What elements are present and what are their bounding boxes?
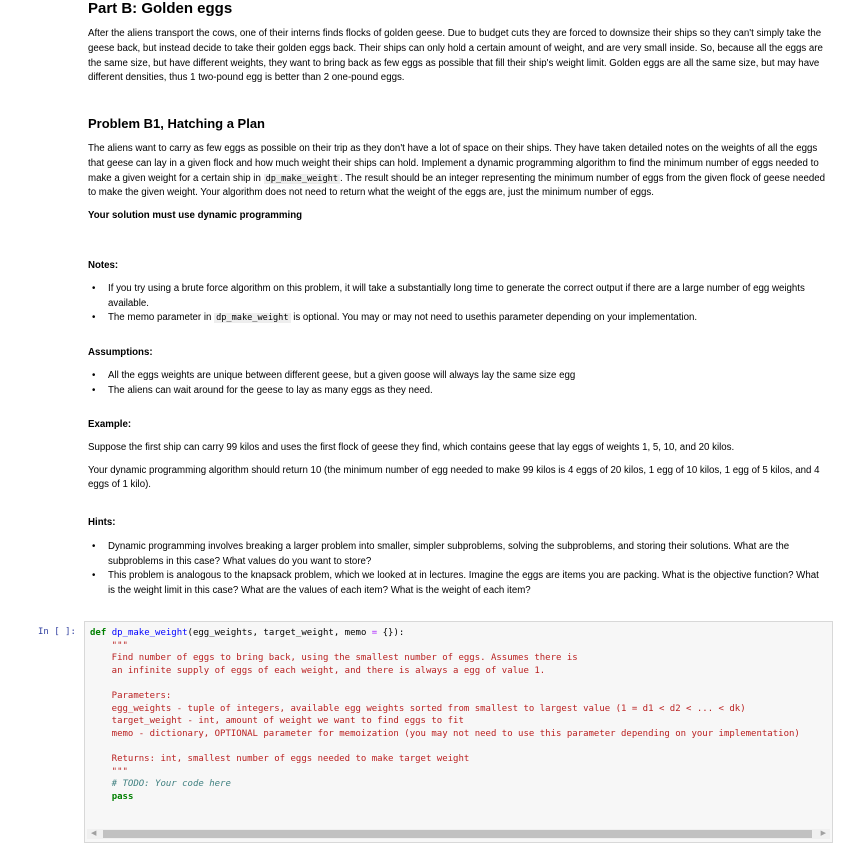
notes-section — [88, 259, 828, 326]
example-section — [88, 418, 828, 493]
assumption-item: • All the eggs weights are unique between different geese, but a given goose will always lay the same size egg — [92, 369, 576, 381]
notes-item: • If you try using a brute force algorithm on this problem, it will take a substantially long time to generate the correct output if there are a large number of egg weights available. — [92, 282, 805, 309]
code-cell[interactable] — [84, 621, 833, 843]
example-title: Example: — [88, 419, 132, 430]
assumptions-title: Assumptions: — [88, 347, 153, 358]
docstring: """ Find number of eggs to bring back, using the smallest number of eggs. Assumes there is an infinite supply of eggs of each weight, and there is always a egg of value 1. Parameters: egg_weights - tuple of integers, available egg weights sorted from smallest to largest value (1 = d1 < d2 < ... < dk) target_weight - int, amount of weight we want to find eggs to fit memo - dictionary, OPTIONAL parameter for memoization (you may not need to use this parameter depending on your implementation) Returns: int, smallest number of eggs needed to make target weight """ — [111, 640, 800, 777]
assign-operator: = — [371, 628, 378, 638]
assumptions-section — [88, 346, 828, 398]
problem-b1-text-1: The aliens want to carry as few eggs as possible on their trip as they don't have a lot of space on their ships. They have taken detailed notes on the weights of all the eggs that geese can lay in a given flock and how much weight their ships can hold. Implement a dynamic programming algorithm to find the minimum number of eggs needed to make a given weight for a certain ship in — [88, 143, 819, 184]
problem-b1-section — [88, 116, 828, 224]
hints-list — [88, 540, 828, 599]
assumptions-list — [88, 369, 828, 399]
assumption-item: • The aliens can wait around for the geese to lay as many eggs as they need. — [92, 384, 433, 396]
hint-item: • This problem is analogous to the knapsack problem, which we looked at in lectures. Imagine the eggs are items you are packing. What is the objective function? What is the weight limit in this case? What are the values of each item? What is the weight of each item? — [92, 570, 819, 597]
hints-section — [88, 516, 828, 599]
problem-b1-heading: Problem B1, Hatching a Plan — [88, 116, 265, 131]
notes-title: Notes: — [88, 260, 119, 271]
inline-code-function: dp_make_weight — [265, 173, 338, 184]
signature-params: (egg_weights, target_weight, memo — [187, 628, 372, 638]
notes-item-text: If you try using a brute force algorithm on this problem, it will take a substantially long time to generate the correct output if there are a large number of egg weights available. — [108, 282, 805, 309]
scrollbar-thumb[interactable] — [103, 830, 812, 838]
cell-prompt: In [ ]: — [38, 627, 76, 637]
hints-title: Hints: — [88, 517, 116, 528]
notes-list — [88, 282, 828, 326]
must-use-dp-note: Your solution must use dynamic programming — [88, 210, 303, 222]
problem-b1-paragraph — [88, 142, 828, 201]
notes-item-text: The memo parameter in — [108, 312, 212, 324]
notes-item-text: is optional. You may or may not need to usethis parameter depending on your implementation. — [293, 312, 698, 324]
part-b-heading: Part B: Golden eggs — [88, 0, 233, 17]
hint-item: • Dynamic programming involves breaking a larger problem into smaller, simpler subproblems, solving the subproblems, and storing their solutions. What are the subproblems in this case? What values do you want to store? — [92, 540, 790, 567]
problem-b1-text-2: . The result should be an integer representing the minimum number of eggs from the given flock of geese needed to make the given weight. Your algorithm does not need to return what the weight of the eggs are, just the minimum number of eggs. — [88, 172, 826, 199]
keyword-def: def — [90, 628, 107, 638]
assumption-text: All the eggs weights are unique between different geese, but a given goose will always lay the same size egg — [108, 369, 576, 381]
hint-text: This problem is analogous to the knapsack problem, which we looked at in lectures. Imagine the eggs are items you are packing. What is the objective function? What is the weight limit in this case? What are the values of each item? What is the weight of each item? — [108, 570, 819, 597]
scroll-left-icon[interactable]: ◀ — [91, 830, 97, 837]
example-para-1: Suppose the first ship can carry 99 kilos and uses the first flock of geese they find, which contains geese that lay eggs of weights 1, 5, 10, and 20 kilos. — [88, 441, 735, 453]
inline-code-function: dp_make_weight — [216, 313, 289, 324]
keyword-pass: pass — [111, 791, 134, 802]
example-para-2: Your dynamic programming algorithm should return 10 (the minimum number of egg needed to make 99 kilos is 4 eggs of 20 kilos, 1 egg of 10 kilos, 1 egg of 5 kilos, and 4 eggs of 1 kilo). — [88, 464, 820, 491]
code-editor[interactable] — [90, 627, 827, 803]
assumption-text: The aliens can wait around for the geese to lay as many eggs as they need. — [108, 384, 433, 396]
todo-comment: # TODO: Your code here — [90, 779, 231, 790]
part-b-section — [88, 0, 828, 86]
function-name: dp_make_weight — [111, 628, 188, 638]
notes-item: • The memo parameter in dp_make_weight is optional. You may or may not need to usethis parameter depending on your implementation. — [92, 312, 698, 324]
scroll-right-icon[interactable]: ▶ — [820, 830, 826, 837]
signature-default: {}): — [377, 628, 405, 638]
hint-text: Dynamic programming involves breaking a larger problem into smaller, simpler subproblems, solving the subproblems, and storing their solutions. What are the subproblems in this case? What values do you want to store? — [108, 540, 790, 567]
horizontal-scrollbar[interactable] — [87, 829, 830, 839]
part-b-intro: After the aliens transport the cows, one of their interns finds flocks of golden geese. Due to budget cuts they are forced to downsize their ships so they can't simply take the geese back, but instead decide to take their golden eggs back. Their ships can only hold a certain amount of weight, and are very small inside. So, because all the eggs are the same size, but have different weights, they want to bring back as few eggs as possible that fill their ship's weight limit. Golden eggs are all the same size, but may have different densities, thus 1 two-pound egg is better than 2 one-pound eggs. — [88, 28, 823, 84]
